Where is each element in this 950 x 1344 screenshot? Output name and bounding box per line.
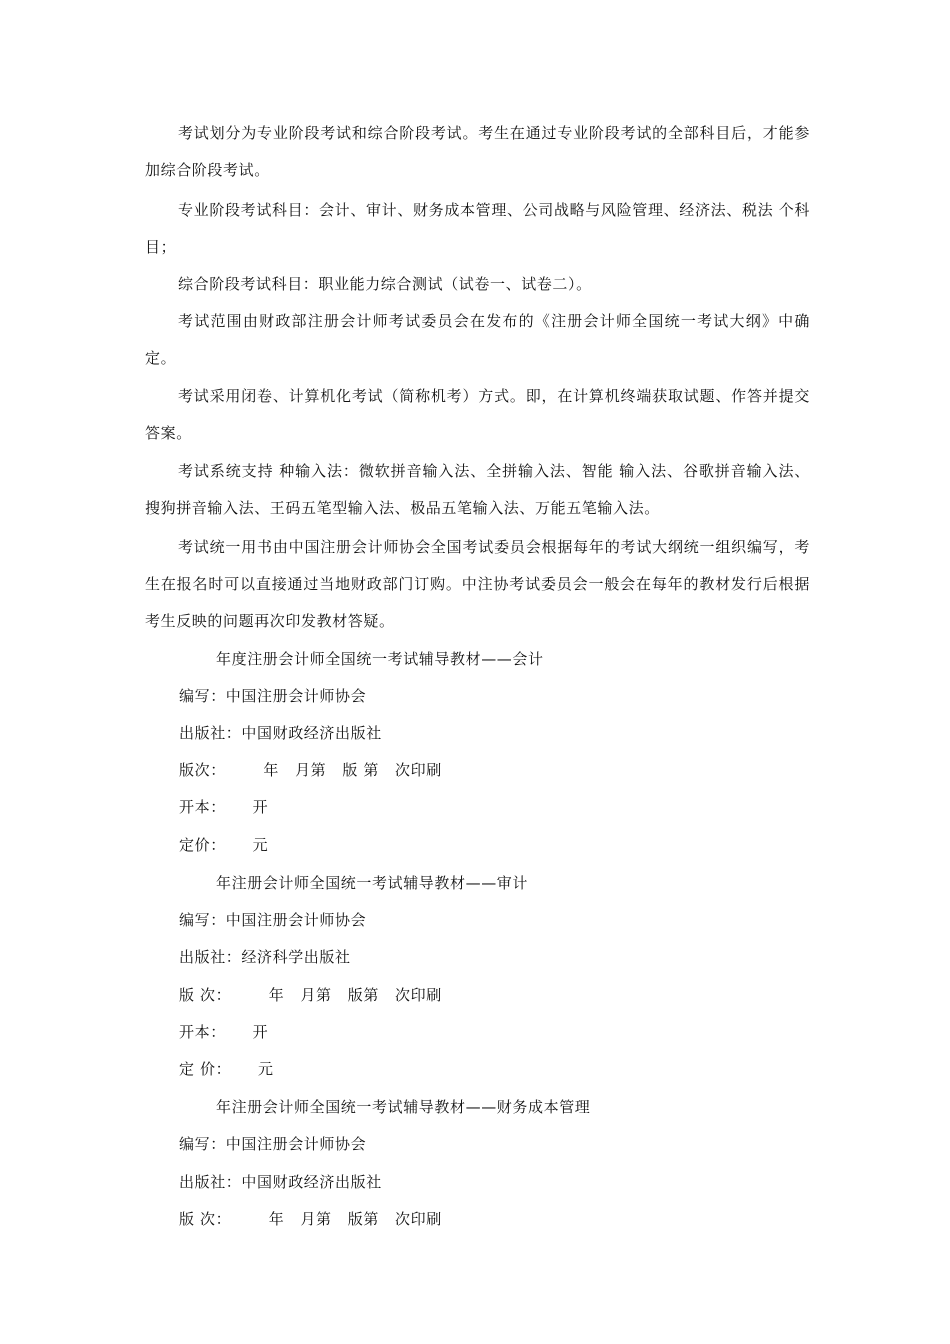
paragraph-input-methods: 考试系统支持 种输入法：微软拼音输入法、全拼输入法、智能 输入法、谷歌拼音输入法、搜狗拼音输入法、王码五笔型输入法、极品五笔输入法、万能五笔输入法。 bbox=[145, 462, 810, 517]
book-format: 开本： 开 bbox=[179, 1023, 269, 1041]
book-author: 编写：中国注册会计师协会 bbox=[179, 911, 367, 929]
book-publisher: 出版社：中国财政经济出版社 bbox=[179, 724, 382, 742]
book-author: 编写：中国注册会计师协会 bbox=[179, 1135, 367, 1153]
book-publisher: 出版社：经济科学出版社 bbox=[179, 948, 351, 966]
book-price: 定价： 元 bbox=[179, 836, 269, 854]
book-format: 开本： 开 bbox=[179, 798, 269, 816]
book-edition: 版次： 年 月第 版 第 次印刷 bbox=[179, 761, 442, 779]
paragraph-exam-scope: 考试范围由财政部注册会计师考试委员会在发布的《注册会计师全国统一考试大纲》中确定。 bbox=[145, 312, 810, 367]
book-title: 年注册会计师全国统一考试辅导教材——财务成本管理 bbox=[216, 1098, 591, 1116]
paragraph-exam-stages: 考试划分为专业阶段考试和综合阶段考试。考生在通过专业阶段考试的全部科目后，才能参加综合阶段考试。 bbox=[145, 124, 810, 179]
paragraph-comprehensive-subjects: 综合阶段考试科目：职业能力综合测试（试卷一、试卷二）。 bbox=[178, 275, 592, 293]
book-title: 年度注册会计师全国统一考试辅导教材——会计 bbox=[216, 650, 544, 668]
book-price: 定 价： 元 bbox=[179, 1060, 274, 1078]
book-author: 编写：中国注册会计师协会 bbox=[179, 687, 367, 705]
book-edition: 版 次： 年 月第 版第 次印刷 bbox=[179, 1210, 442, 1228]
book-title: 年注册会计师全国统一考试辅导教材——审计 bbox=[216, 874, 529, 892]
paragraph-exam-method: 考试采用闭卷、计算机化考试（简称机考）方式。即，在计算机终端获取试题、作答并提交答案。 bbox=[145, 387, 810, 442]
book-publisher: 出版社：中国财政经济出版社 bbox=[179, 1173, 382, 1191]
paragraph-professional-subjects: 专业阶段考试科目：会计、审计、财务成本管理、公司战略与风险管理、经济法、税法 个科目； bbox=[145, 201, 810, 256]
paragraph-textbooks: 考试统一用书由中国注册会计师协会全国考试委员会根据每年的考试大纲统一组织编写，考生在报名时可以直接通过当地财政部门订购。中注协考试委员会一般会在每年的教材发行后根据考生反映的问题再次印发教材答疑。 bbox=[145, 538, 810, 630]
book-edition: 版 次： 年 月第 版第 次印刷 bbox=[179, 986, 442, 1004]
